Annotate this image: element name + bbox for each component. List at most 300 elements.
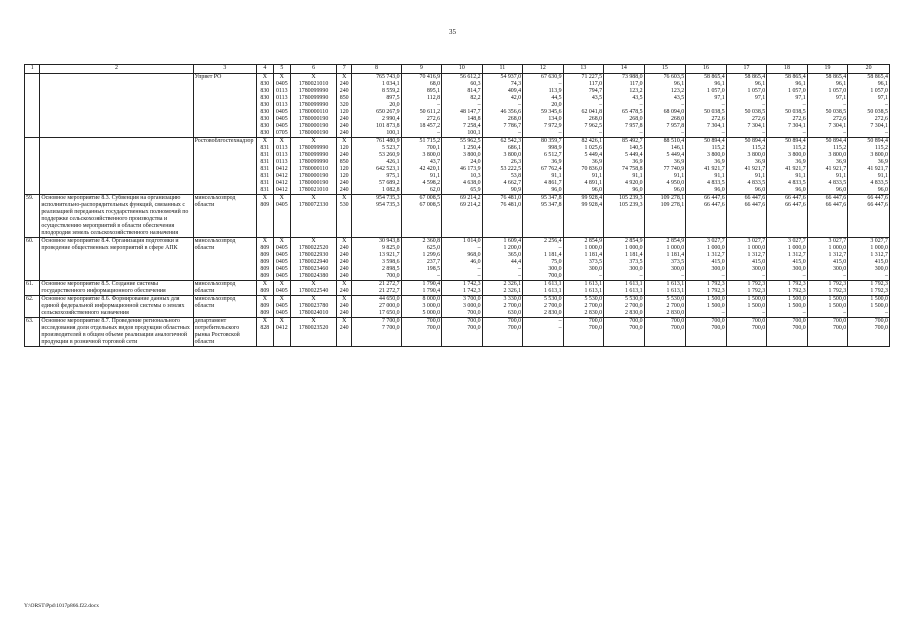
table-cell: – xyxy=(721,102,725,108)
data-column-15 xyxy=(644,318,686,347)
table-cell: 100,1 xyxy=(386,130,400,136)
column-header-6: 6 xyxy=(291,65,337,74)
table-cell: 30 943,8 xyxy=(379,238,400,244)
data-column-7 xyxy=(337,138,352,195)
table-cell: 2 854,9 xyxy=(624,238,643,244)
table-cell: 1 613,1 xyxy=(666,288,685,294)
table-cell: 3 027,7 xyxy=(747,238,766,244)
table-cell: 320 xyxy=(339,102,349,108)
data-column-19 xyxy=(807,138,848,195)
table-cell: 850 xyxy=(339,95,349,101)
table-cell: 97,1 xyxy=(795,95,806,101)
column-header-10: 10 xyxy=(442,65,483,74)
table-cell: 4 833,5 xyxy=(788,180,806,186)
table-cell: 1 000,0 xyxy=(584,245,603,251)
table-cell: 50 038,5 xyxy=(704,109,725,115)
table-cell: 97,1 xyxy=(877,95,888,101)
table-cell: 99 928,4 xyxy=(581,195,603,201)
row-number: 59. xyxy=(25,195,40,238)
table-cell: 96,0 xyxy=(591,187,603,193)
table-cell: 65,9 xyxy=(470,187,481,193)
data-column-9 xyxy=(401,138,442,195)
table-cell: 373,5 xyxy=(588,259,603,265)
table-cell: – xyxy=(681,273,685,279)
table-cell: – xyxy=(558,325,562,331)
table-cell: 240 xyxy=(339,303,349,309)
table-cell: 700,0 xyxy=(751,318,766,324)
table-cell: 3 027,7 xyxy=(707,238,725,244)
column-header-3: 3 xyxy=(193,65,257,74)
data-column-12 xyxy=(523,281,564,296)
table-cell: 1 500,0 xyxy=(870,296,888,302)
table-cell: 1 500,0 xyxy=(788,303,806,309)
table-cell: 700,0 xyxy=(792,318,806,324)
table-cell: 66 447,6 xyxy=(825,195,847,201)
table-cell: 1780024380 xyxy=(298,273,329,279)
column-header-18: 18 xyxy=(767,65,808,74)
data-column-12 xyxy=(523,238,564,281)
column-header-8: 8 xyxy=(352,65,401,74)
table-cell: 46 173,9 xyxy=(460,166,481,172)
data-column-9 xyxy=(401,238,442,281)
table-cell: 68 094,0 xyxy=(663,109,685,115)
table-cell: 415,0 xyxy=(792,259,806,265)
data-column-12 xyxy=(523,318,564,347)
data-column-20 xyxy=(848,195,890,238)
table-cell: 96,1 xyxy=(795,81,806,87)
table-cell: – xyxy=(802,102,806,108)
data-column-5 xyxy=(273,281,291,296)
table-cell: 700,0 xyxy=(467,325,481,331)
table-cell: 10,3 xyxy=(470,173,481,179)
data-column-6 xyxy=(291,318,337,347)
column-header-2: 2 xyxy=(40,65,193,74)
table-cell: 44,5 xyxy=(551,95,562,101)
table-cell: 82,2 xyxy=(470,95,481,101)
table-cell: 700,0 xyxy=(670,325,685,331)
table-cell: 1 792,3 xyxy=(788,281,806,287)
table-cell: 700,0 xyxy=(629,318,643,324)
table-cell: 95 347,8 xyxy=(541,195,562,201)
table-cell: 831 xyxy=(260,166,270,172)
data-column-13 xyxy=(563,195,604,238)
table-cell: 48 147,7 xyxy=(460,109,481,115)
table-cell: 91,1 xyxy=(835,173,847,179)
table-cell: 20,0 xyxy=(389,102,400,108)
table-cell: 272,6 xyxy=(874,116,888,122)
table-cell: 1780099990 xyxy=(298,145,329,151)
table-cell: X xyxy=(279,138,284,144)
table-cell: 58 865,4 xyxy=(825,74,847,80)
table-cell: 1 000,0 xyxy=(870,245,888,251)
table-cell: 117,0 xyxy=(629,81,643,87)
table-cell: 828 xyxy=(260,325,270,331)
table-cell: 0405 xyxy=(275,109,288,115)
data-column-13 xyxy=(563,138,604,195)
data-column-16 xyxy=(686,318,727,347)
table-cell: 700,0 xyxy=(629,325,643,331)
table-cell: 268,0 xyxy=(629,116,643,122)
table-cell: – xyxy=(762,273,766,279)
table-cell: 1780099990 xyxy=(298,152,329,158)
table-cell: – xyxy=(802,310,806,316)
table-cell: 831 xyxy=(260,152,270,158)
table-cell: 2 700,0 xyxy=(666,303,685,309)
table-cell: 67 630,9 xyxy=(541,74,562,80)
table-cell: 76 481,0 xyxy=(500,202,522,208)
table-cell: 36,9 xyxy=(714,159,725,165)
executor-name: Упрвет РО xyxy=(193,74,257,138)
data-column-16 xyxy=(686,281,727,296)
table-cell: – xyxy=(558,81,562,87)
table-cell: – xyxy=(599,130,603,136)
table-cell: 1 500,0 xyxy=(707,303,725,309)
table-cell: – xyxy=(437,130,441,136)
table-cell: – xyxy=(639,102,643,108)
table-cell: 109 278,1 xyxy=(660,202,685,208)
table-cell: X xyxy=(342,195,347,201)
data-column-17 xyxy=(726,138,767,195)
data-column-9 xyxy=(401,195,442,238)
table-cell: 975,1 xyxy=(386,173,400,179)
table-cell: 100,1 xyxy=(467,130,481,136)
table-cell: 1 057,0 xyxy=(747,88,766,94)
data-column-13 xyxy=(563,296,604,318)
table-cell: 1780022930 xyxy=(298,252,329,258)
table-cell: 80 359,7 xyxy=(541,138,562,144)
data-column-11 xyxy=(482,74,523,138)
data-column-14 xyxy=(604,318,645,347)
table-cell: 4 833,5 xyxy=(828,180,847,186)
data-column-7 xyxy=(337,195,352,238)
table-cell: 3 027,7 xyxy=(870,238,888,244)
table-cell: X xyxy=(262,74,267,80)
table-cell: 700,0 xyxy=(426,318,441,324)
table-cell: 9 825,0 xyxy=(381,245,400,251)
table-cell: 1 034,1 xyxy=(381,81,400,87)
data-column-15 xyxy=(644,74,686,138)
data-column-9 xyxy=(401,318,442,347)
table-cell: 3 800,0 xyxy=(828,152,847,158)
table-cell: 300,0 xyxy=(832,266,847,272)
table-cell: 700,0 xyxy=(711,318,725,324)
data-column-12 xyxy=(523,195,564,238)
table-cell: 73 988,0 xyxy=(622,74,643,80)
table-cell: 67 008,5 xyxy=(419,202,441,208)
table-cell: 240 xyxy=(339,266,349,272)
table-cell: 91,1 xyxy=(877,173,888,179)
table-cell: 41 921,7 xyxy=(785,166,806,172)
table-cell: 96,0 xyxy=(632,187,643,193)
table-cell: – xyxy=(681,130,685,136)
data-column-7 xyxy=(337,296,352,318)
table-cell: 5 449,4 xyxy=(584,152,603,158)
table-cell: 2 830,0 xyxy=(543,310,562,316)
table-cell: 365,0 xyxy=(507,252,522,258)
table-cell: 272,6 xyxy=(792,116,806,122)
data-column-19 xyxy=(807,195,848,238)
table-cell: 4 833,5 xyxy=(747,180,766,186)
table-cell: 700,0 xyxy=(874,325,888,331)
table-cell: 240 xyxy=(339,116,349,122)
table-cell: 1 792,3 xyxy=(870,288,888,294)
table-cell: 0412 xyxy=(275,180,288,186)
table-cell: 1 790,4 xyxy=(422,281,441,287)
table-cell: 75,0 xyxy=(551,259,562,265)
table-cell: 69 214,2 xyxy=(460,195,481,201)
column-header-17: 17 xyxy=(726,65,767,74)
table-cell: 1780021010 xyxy=(298,81,329,87)
table-cell: 1 057,0 xyxy=(870,88,888,94)
table-cell: 240 xyxy=(339,187,349,193)
table-cell: 0113 xyxy=(276,152,288,158)
table-cell: 96,1 xyxy=(754,81,766,87)
data-column-10 xyxy=(442,296,483,318)
table-cell: 74 758,8 xyxy=(622,166,643,172)
row-number: 61. xyxy=(25,281,40,296)
data-column-13 xyxy=(563,281,604,296)
data-column-11 xyxy=(482,195,523,238)
table-cell: – xyxy=(437,102,441,108)
table-cell: 830 xyxy=(260,109,270,115)
table-cell: 4 861,7 xyxy=(543,180,562,186)
table-cell: 809 xyxy=(260,245,270,251)
table-cell: 3 700,0 xyxy=(462,296,481,302)
table-cell: 5 530,0 xyxy=(543,296,562,302)
data-column-15 xyxy=(644,281,686,296)
column-header-12: 12 xyxy=(523,65,564,74)
table-cell: 4 638,0 xyxy=(462,180,481,186)
table-cell: 3 000,0 xyxy=(422,303,441,309)
data-column-15 xyxy=(644,296,686,318)
table-cell: 0113 xyxy=(276,102,288,108)
data-column-17 xyxy=(726,238,767,281)
table-cell: – xyxy=(843,310,847,316)
table-cell: – xyxy=(762,102,766,108)
column-header-14: 14 xyxy=(604,65,645,74)
table-cell: 686,1 xyxy=(507,145,522,151)
table-cell: 1 500,0 xyxy=(788,296,806,302)
table-cell: 830 xyxy=(260,116,270,122)
data-column-14 xyxy=(604,195,645,238)
table-cell: – xyxy=(843,273,847,279)
table-cell: 426,1 xyxy=(386,159,400,165)
page-number: 35 xyxy=(449,28,456,36)
table-cell: 0405 xyxy=(275,116,288,122)
table-cell: 96,1 xyxy=(673,81,685,87)
table-cell: 1 742,3 xyxy=(462,288,481,294)
data-column-18 xyxy=(767,238,808,281)
data-column-14 xyxy=(604,296,645,318)
data-column-5 xyxy=(273,74,291,138)
data-column-6 xyxy=(291,195,337,238)
data-column-5 xyxy=(273,296,291,318)
data-column-9 xyxy=(401,281,442,296)
table-cell: 6 512,7 xyxy=(543,152,562,158)
budget-table-container xyxy=(24,64,890,347)
table-cell: 68,0 xyxy=(429,81,441,87)
data-column-12 xyxy=(523,74,564,138)
table-cell: 3 800,0 xyxy=(788,152,806,158)
table-cell: 700,0 xyxy=(670,318,685,324)
data-column-6 xyxy=(291,296,337,318)
table-cell: 7 304,1 xyxy=(828,123,847,129)
table-cell: 1780022520 xyxy=(298,245,329,251)
budget-table xyxy=(24,64,890,347)
table-cell: 0405 xyxy=(275,259,288,265)
table-cell: 2 360,8 xyxy=(422,238,441,244)
data-column-7 xyxy=(337,238,352,281)
data-column-5 xyxy=(273,138,291,195)
row-number xyxy=(25,74,40,138)
column-header-20: 20 xyxy=(848,65,890,74)
table-cell: 44,4 xyxy=(510,259,522,265)
table-cell: 1 613,1 xyxy=(666,281,685,287)
table-cell: 51 715,2 xyxy=(419,138,441,144)
table-cell: 115,2 xyxy=(792,145,806,151)
table-cell: 70 836,0 xyxy=(581,166,603,172)
table-cell: 1 792,3 xyxy=(788,288,806,294)
table-cell: 134,0 xyxy=(548,116,562,122)
table-cell: 44 650,0 xyxy=(379,296,400,302)
table-cell: 830 xyxy=(260,81,270,87)
table-cell: 1 790,4 xyxy=(422,288,441,294)
data-column-5 xyxy=(273,318,291,347)
table-cell: – xyxy=(802,130,806,136)
table-cell: 1780021010 xyxy=(298,187,329,193)
event-description xyxy=(40,74,193,138)
table-cell: 1780099990 xyxy=(298,159,329,165)
table-cell: 8 559,2 xyxy=(381,88,400,94)
table-cell: X xyxy=(342,74,347,80)
data-column-6 xyxy=(291,281,337,296)
table-cell: 43,7 xyxy=(429,159,441,165)
table-cell: X xyxy=(279,238,284,244)
table-cell: 700,0 xyxy=(507,318,522,324)
event-description: Основное мероприятие 8.4. Организация подготовки и проведение общественных мероприятий в сфере АПК xyxy=(40,238,193,281)
table-cell: 814,7 xyxy=(467,88,481,94)
column-header-1: 1 xyxy=(25,65,40,74)
table-cell: 1780000190 xyxy=(298,173,329,179)
table-cell: 761 480,9 xyxy=(376,138,400,144)
table-cell: 198,5 xyxy=(426,266,441,272)
table-cell: 66 447,6 xyxy=(867,202,888,208)
table-cell: 415,0 xyxy=(832,259,847,265)
table-cell: 1 792,3 xyxy=(707,281,725,287)
table-row xyxy=(25,281,890,296)
table-cell: 117,0 xyxy=(589,81,603,87)
table-cell: 1780022540 xyxy=(298,288,329,294)
table-cell: 27 000,0 xyxy=(379,303,400,309)
executor-name: минсельхозпрод области xyxy=(193,296,257,318)
table-cell: 96,1 xyxy=(877,81,888,87)
table-cell: 36,9 xyxy=(632,159,643,165)
table-cell: 1 000,0 xyxy=(788,245,806,251)
table-cell: 96,1 xyxy=(714,81,725,87)
data-column-20 xyxy=(848,238,890,281)
table-cell: 0405 xyxy=(275,252,288,258)
table-cell: 55 962,5 xyxy=(460,138,481,144)
table-cell: 2 700,0 xyxy=(543,303,562,309)
data-column-16 xyxy=(686,74,727,138)
table-cell: 3 027,7 xyxy=(828,238,847,244)
table-cell: 700,0 xyxy=(874,318,888,324)
table-cell: 2 256,4 xyxy=(543,238,562,244)
row-number: 63. xyxy=(25,318,40,347)
data-column-15 xyxy=(644,238,686,281)
table-row xyxy=(25,238,890,281)
table-cell: 4 833,5 xyxy=(870,180,888,186)
table-cell: 830 xyxy=(260,88,270,94)
table-cell: 0405 xyxy=(275,202,288,208)
table-cell: 530 xyxy=(339,202,349,208)
table-cell: – xyxy=(477,273,481,279)
table-cell: 5 530,0 xyxy=(624,296,643,302)
table-cell: 66 447,6 xyxy=(744,202,766,208)
executor-name: минсельхозпрод области xyxy=(193,281,257,296)
data-column-19 xyxy=(807,296,848,318)
table-cell: 1 250,4 xyxy=(462,145,481,151)
table-cell: 300,0 xyxy=(792,266,806,272)
table-cell: 53,8 xyxy=(510,173,522,179)
table-cell: 2 700,0 xyxy=(584,303,603,309)
table-cell: 268,0 xyxy=(507,116,522,122)
table-cell: 1 500,0 xyxy=(828,296,847,302)
table-cell: 998,9 xyxy=(548,145,562,151)
data-column-17 xyxy=(726,281,767,296)
table-cell: 0113 xyxy=(276,88,288,94)
table-cell: 36,9 xyxy=(795,159,806,165)
table-cell: 26,3 xyxy=(510,159,522,165)
table-cell: 2 326,1 xyxy=(503,288,522,294)
table-cell: 58 865,4 xyxy=(744,74,766,80)
table-cell: 2 700,0 xyxy=(503,303,522,309)
data-column-17 xyxy=(726,74,767,138)
table-cell: 895,1 xyxy=(426,88,441,94)
table-cell: 36,9 xyxy=(877,159,888,165)
table-cell: 91,1 xyxy=(591,173,603,179)
table-cell: 968,0 xyxy=(467,252,481,258)
table-cell: 113,9 xyxy=(548,88,562,94)
table-cell: 120 xyxy=(339,166,349,172)
data-column-12 xyxy=(523,296,564,318)
data-column-14 xyxy=(604,74,645,138)
table-cell: 1 181,4 xyxy=(666,252,685,258)
table-cell: 1 312,7 xyxy=(788,252,806,258)
table-cell: 415,0 xyxy=(751,259,766,265)
table-cell: 96,1 xyxy=(835,81,847,87)
table-cell: – xyxy=(518,102,522,108)
table-cell: X xyxy=(279,318,284,324)
table-cell: 0113 xyxy=(276,145,288,151)
data-column-7 xyxy=(337,281,352,296)
data-column-6 xyxy=(291,238,337,281)
table-cell: 4 662,7 xyxy=(503,180,522,186)
table-cell: – xyxy=(681,102,685,108)
table-cell: 700,0 xyxy=(832,325,847,331)
table-cell: 809 xyxy=(260,259,270,265)
table-cell: 66 447,6 xyxy=(785,195,806,201)
table-cell: 74,3 xyxy=(510,81,522,87)
data-column-20 xyxy=(848,74,890,138)
data-column-8 xyxy=(352,138,401,195)
table-cell: 300,0 xyxy=(588,266,603,272)
table-cell: – xyxy=(721,130,725,136)
data-column-9 xyxy=(401,74,442,138)
column-header-4: 4 xyxy=(257,65,273,74)
data-column-14 xyxy=(604,238,645,281)
table-cell: 91,1 xyxy=(795,173,806,179)
